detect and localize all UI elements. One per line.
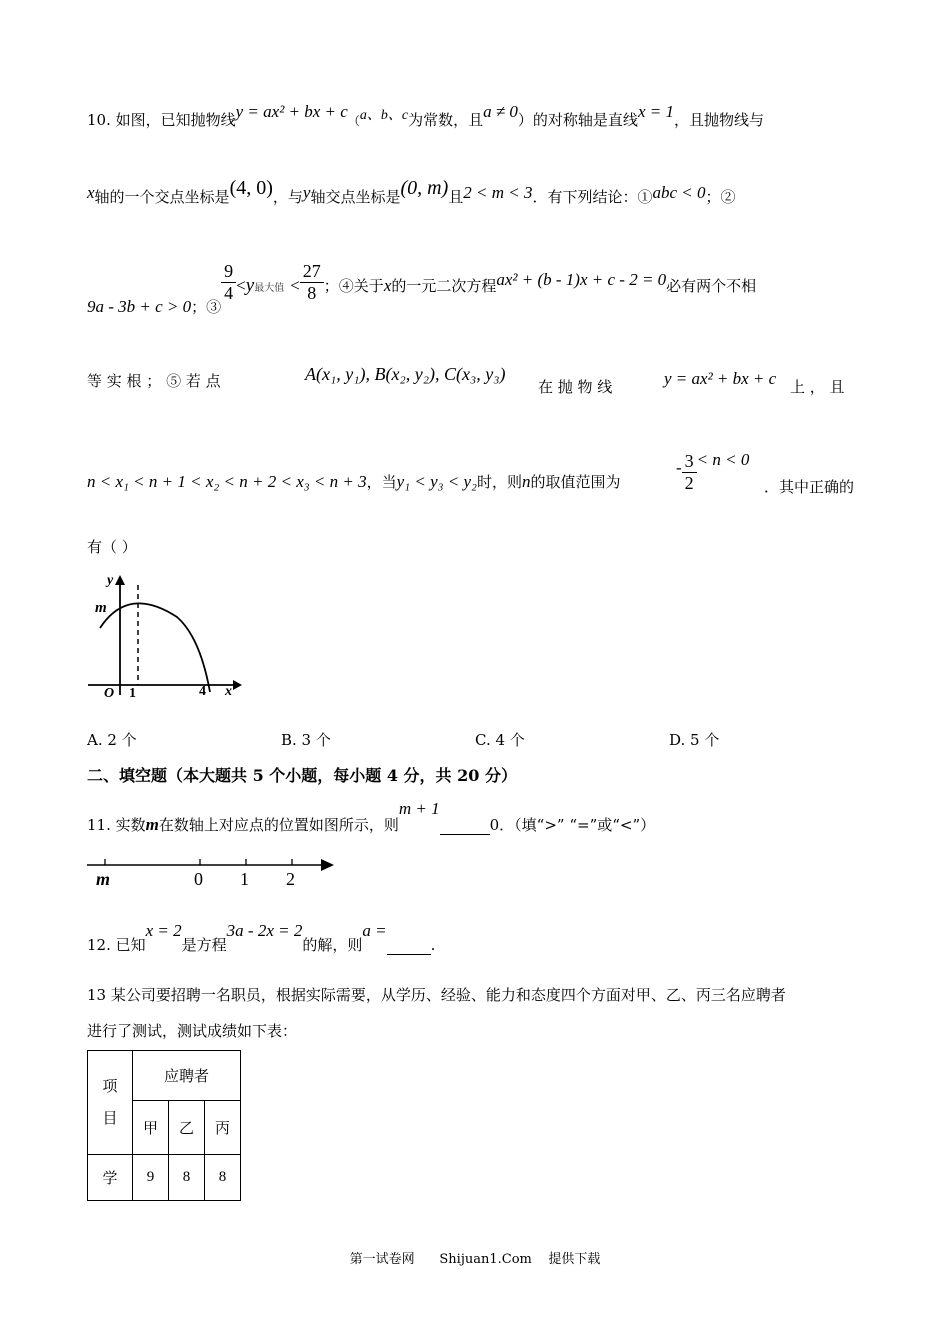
section-2-title: 二、填空题（本大题共 5 个小题，每小题 4 分，共 20 分） (87, 766, 517, 785)
q10-text-sep2: ；② (705, 188, 736, 206)
q10-line2 (87, 177, 736, 208)
q11-text-b: 在数轴上对应点的位置如图所示，则 (158, 816, 399, 834)
table-applicants-header: 应聘者 (133, 1051, 241, 1101)
constants-abc: a、b、c (359, 108, 409, 123)
point-4-0: (4, 0) (229, 177, 273, 199)
q10-text-then: 时，则 (476, 473, 522, 491)
q10-text-if-points: 等 实 根 ； ⑤ 若 点 (87, 372, 221, 390)
graph-y-arrow (115, 575, 125, 585)
q10-text-quadratic: 的一元二次方程 (391, 277, 497, 296)
q10-text-about: ；④关于 (323, 277, 384, 296)
n-range-expression (676, 452, 749, 494)
q10-text-axis: ）的对称轴是直线 (517, 111, 638, 129)
table-row-label-xue: 学 (88, 1155, 133, 1201)
q10-text-two-roots: 必有两个不相 (666, 277, 757, 296)
x-variable-2: x (383, 276, 392, 296)
y-max-var: y (245, 275, 255, 297)
score-table (87, 1050, 241, 1201)
q12-x-eq-2: x = 2 (145, 921, 182, 940)
less-than-2: < (290, 276, 300, 296)
parabola-equation: y = ax² + bx + c (235, 102, 348, 121)
q11-text-c: 0．（填“>” “=”或“<”） (489, 816, 656, 834)
q11-expression: m + 1 (398, 799, 440, 818)
q10-answer-bracket: 有（ ） (87, 538, 137, 556)
n-variable: n (521, 472, 531, 491)
q10-text-with: ，与 (272, 188, 303, 206)
page-footer: 第一试卷网 Shijuan1.Com 提供下载 (349, 1252, 601, 1267)
q12-text-c: 的解，则 (302, 936, 363, 954)
n-inequality-chain: n < x₁ < n + 1 < x₂ < n + 2 < x₃ < n + 3 (87, 472, 367, 491)
q10-text-sep3: ；③ (191, 298, 222, 317)
graph-label-1: 1 (129, 686, 136, 700)
q10-text-range: 的取值范围为 (530, 473, 621, 491)
q10-text-const: 为常数，且 (408, 111, 484, 129)
fraction-9-4: $\frac{9}{4}$ (221, 262, 236, 304)
label-2: 2 (286, 869, 295, 889)
q10-text-correct: ．其中正确的 (764, 478, 855, 496)
graph-label-4: 4 (199, 684, 206, 699)
q12-text-a: 12. 已知 (87, 936, 146, 954)
number-line (85, 855, 340, 890)
q10-text-conclusions: ．有下列结论：① (532, 188, 653, 206)
q10-line1 (87, 102, 764, 131)
label-1: 1 (240, 869, 249, 889)
q12-period: . (430, 936, 436, 954)
q12-text-b: 是方程 (181, 936, 227, 954)
q12-a-equals: a = (362, 921, 387, 940)
y-variable: y (302, 183, 311, 202)
label-0: 0 (194, 869, 203, 889)
option-a[interactable]: A. 2 个 (87, 731, 137, 749)
number-line-arrow (321, 859, 334, 871)
q12-answer-blank[interactable] (387, 936, 431, 955)
conclusion-1: abc < 0 (652, 183, 706, 202)
q10-line3 (87, 261, 757, 317)
minus-sign: - (676, 458, 682, 478)
points-abc: A(x₁, y₁), B(x₂, y₂), C(x₃, y₃) (305, 364, 506, 384)
table-header-jia: 甲 (133, 1101, 169, 1155)
y-ordering: y₁ < y₃ < y₂ (396, 472, 477, 491)
parabola-equation-2: y = ax² + bx + c (664, 369, 777, 388)
q13-line1: 13 某公司要招聘一名职员，根据实际需要，从学历、经验、能力和态度四个方面对甲、乙、丙三名应聘者 (87, 986, 786, 1004)
graph-label-m: m (95, 600, 107, 616)
q10-text-intersect: 轴的一个交点坐标是 (94, 188, 230, 206)
q10-text-end1: ，且抛物线与 (673, 111, 764, 129)
option-b[interactable]: B. 3 个 (281, 731, 331, 749)
q13-line2: 进行了测试，测试成绩如下表： (87, 1022, 298, 1040)
q11-answer-blank[interactable] (440, 816, 490, 835)
graph-label-y: y (107, 573, 114, 588)
q11-m-variable: m (145, 815, 159, 834)
table-cell-bing-1: 8 (205, 1155, 241, 1201)
q10-text-and: 且 (448, 188, 464, 206)
graph-label-o: O (104, 686, 115, 700)
q12-line (87, 921, 436, 955)
graph-label-x: x (225, 684, 232, 699)
graph-x-arrow (233, 680, 242, 690)
label-m: m (96, 869, 111, 889)
q10-text-on-parabola: 在 抛 物 线 (538, 378, 613, 396)
q11-line (87, 799, 656, 835)
m-range: 2 < m < 3 (463, 183, 533, 202)
table-cell-yi-1: 8 (169, 1155, 205, 1201)
table-cell-jia-1: 9 (133, 1155, 169, 1201)
a-not-zero: a ≠ 0 (483, 102, 518, 121)
n-range-tail: < n < 0 (696, 450, 750, 470)
option-d[interactable]: D. 5 个 (669, 731, 720, 749)
q10-text-yintercept: 轴交点坐标是 (310, 188, 401, 206)
fraction-27-8: $\frac{27}{8}$ (300, 262, 324, 304)
parabola-curve (100, 603, 210, 692)
quadratic-equation: ax² + (b - 1)x + c - 2 = 0 (496, 270, 667, 290)
point-0-m: (0, m) (400, 177, 449, 199)
q10-line5 (87, 472, 620, 492)
x-variable: x (87, 183, 95, 202)
y-max-subscript: 最大值 (254, 283, 285, 295)
q10-text-when: ，当 (366, 473, 397, 491)
q10-text-and-2: 上 ， 且 (790, 378, 845, 396)
q12-equation: 3a - 2x = 2 (226, 921, 303, 940)
axis-x-eq-1: x = 1 (637, 102, 674, 121)
less-than-1: < (236, 276, 246, 296)
table-header-bing: 丙 (205, 1101, 241, 1155)
option-c[interactable]: C. 4 个 (475, 731, 525, 749)
table-item-header: 项 目 (88, 1051, 133, 1155)
paren-open: （ (347, 114, 360, 128)
q10-line4 (87, 372, 221, 390)
q11-text-a: 11. 实数 (87, 816, 146, 834)
conclusion-2: 9a - 3b + c > 0 (87, 297, 192, 317)
table-header-yi: 乙 (169, 1101, 205, 1155)
parabola-graph (85, 565, 245, 700)
fraction-3-2: $\frac{3}{2}$ (682, 452, 697, 494)
q10-stem-text: 10. 如图，已知抛物线 (87, 111, 236, 129)
